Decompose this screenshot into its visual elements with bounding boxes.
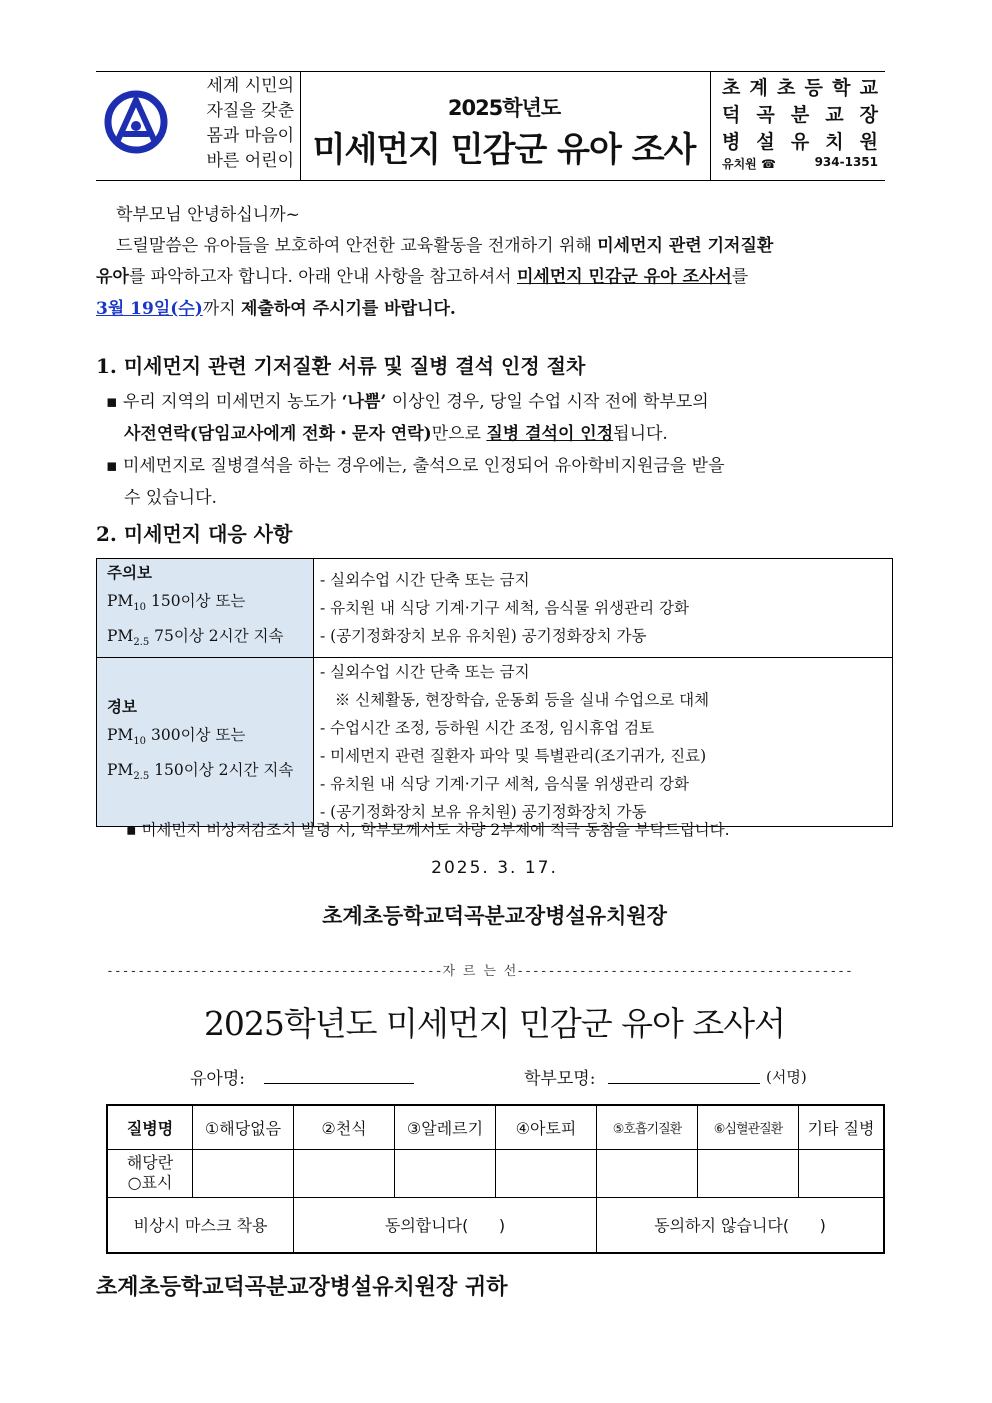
section2-note: ▪ 미세먼지 비상저감조치 발령 시, 학부모께서도 차량 2부제에 적극 동참을 부탁드립니다.: [126, 821, 730, 839]
cut-line: -------------------------------------------자 르 는 선-------------------------------------------: [106, 964, 853, 979]
mark-label: 해당란 ○표시: [107, 1149, 193, 1197]
school-name-char: 학: [832, 77, 851, 99]
level-cell: 경보 $PM_{10}$ 300이상 또는 $PM_{2.5}$ 150이상 2시간 지속: [97, 658, 314, 827]
mark-cell[interactable]: [496, 1149, 597, 1197]
child-name-label: 유아명:: [190, 1069, 245, 1089]
school-name-char: 계: [749, 77, 768, 99]
school-name-char: 등: [804, 77, 823, 99]
table-header: ①해당없음: [193, 1105, 294, 1149]
table-header: ⑥심혈관질환: [698, 1105, 799, 1149]
school-name-char: 초: [722, 77, 741, 99]
header-year: 2025학년도: [447, 96, 561, 120]
intro-line-2: 유아를 파악하고자 합니다. 아래 안내 사항을 참고하셔서 미세먼지 민감군 유아 조사서를: [96, 267, 749, 287]
school-motto: 세계 시민의 자질을 갖춘 몸과 마음이 바른 어린이: [206, 76, 294, 171]
school-name-char: 초: [777, 77, 796, 99]
mark-cell[interactable]: [294, 1149, 395, 1197]
school-name: [722, 75, 878, 156]
school-name-char: 원: [859, 131, 878, 153]
document-date: 2025. 3. 17.: [431, 858, 558, 878]
mark-cell[interactable]: [193, 1149, 294, 1197]
section1-bullet-1-cont: 사전연락(담임교사에게 전화・문자 연락)만으로 질병 결석이 인정됩니다.: [124, 424, 668, 444]
intro-line-3: 3월 19일(수)까지 제출하여 주시기를 바랍니다.: [96, 299, 456, 319]
school-name-char: 곡: [756, 104, 775, 126]
table-row: [97, 559, 893, 658]
section1-bullet-2-cont: 수 있습니다.: [124, 488, 217, 508]
mark-cell[interactable]: [698, 1149, 799, 1197]
intro-line-1: 드릴말씀은 유아들을 보호하여 안전한 교육활동을 전개하기 위해 미세먼지 관련 기저질환: [116, 236, 774, 256]
school-name-char: 장: [859, 104, 878, 126]
child-name-field[interactable]: [264, 1083, 414, 1084]
school-name-char: 유: [790, 131, 810, 153]
table-header: ⑤호흡기질환: [597, 1105, 698, 1149]
section1-bullet-2: ▪ 미세먼지로 질병결석을 하는 경우에는, 출석으로 인정되어 유아학비지원금을 받을: [106, 456, 725, 476]
school-name-char: 교: [859, 77, 878, 99]
table-row: [97, 658, 893, 827]
school-name-char: 병: [722, 131, 741, 153]
school-name-char: 설: [756, 131, 775, 153]
section1-bullet-1: ▪ 우리 지역의 미세먼지 농도가 ‘나쁨’ 이상인 경우, 당일 수업 시작 전에 학부모의: [106, 392, 709, 412]
survey-table: [106, 1104, 885, 1254]
sign-label: (서명): [766, 1068, 807, 1086]
table-row: [107, 1105, 884, 1149]
mask-label: 비상시 마스크 착용: [107, 1197, 294, 1253]
page-title: 미세먼지 민감군 유아 조사: [312, 130, 696, 170]
mark-cell[interactable]: [799, 1149, 885, 1197]
table-header: ②천식: [294, 1105, 395, 1149]
school-logo-icon: [104, 90, 168, 154]
table-row: [107, 1197, 884, 1253]
disagree-option[interactable]: 동의하지 않습니다( ): [597, 1197, 885, 1253]
table-row: [107, 1149, 884, 1197]
school-phone: 유치원 ☎ 934-1351: [722, 155, 878, 171]
signature: 초계초등학교덕곡분교장병설유치원장: [322, 904, 667, 928]
school-name-char: 덕: [722, 104, 741, 126]
parent-name-label: 학부모명:: [524, 1069, 596, 1089]
actions-cell: - 실외수업 시간 단축 또는 금지 - 유치원 내 식당 기계·기구 세척, 음식물 위생관리 강화 - (공기정화장치 보유 유치원) 공기정화장치 가동: [314, 559, 893, 658]
agree-option[interactable]: 동의합니다( ): [294, 1197, 597, 1253]
table-header: 질병명: [107, 1105, 193, 1149]
section1-title: 1. 미세먼지 관련 기저질환 서류 및 질병 결석 인정 절차: [96, 354, 586, 378]
form-title: 2025학년도 미세먼지 민감군 유아 조사서: [203, 1004, 786, 1043]
actions-cell: - 실외수업 시간 단축 또는 금지 ※ 신체활동, 현장학습, 운동회 등을 실내 수업으로 대체 - 수업시간 조정, 등하원 시간 조정, 임시휴업 검토 - 미세먼지 관련 질환자 파악 및 특별관리(조기귀가, 진료) - 유치원 내 식당 기계·기구 세척, 음식물 위생관리 강화 - (공기정화장치 보유 유치원) 공기정화장치 가동: [314, 658, 893, 827]
mark-cell[interactable]: [597, 1149, 698, 1197]
school-name-char: 교: [825, 104, 844, 126]
school-name-char: 분: [790, 104, 810, 126]
footer-addressee: 초계초등학교덕곡분교장병설유치원장 귀하: [96, 1274, 508, 1300]
school-name-char: 치: [825, 131, 844, 153]
mark-cell[interactable]: [395, 1149, 496, 1197]
section2-title: 2. 미세먼지 대응 사항: [96, 522, 293, 546]
table-header: 기타 질병: [799, 1105, 885, 1149]
response-table: [96, 558, 893, 827]
table-header: ④아토피: [496, 1105, 597, 1149]
greeting: 학부모님 안녕하십니까~: [116, 205, 300, 225]
level-cell: 주의보 $PM_{10}$ 150이상 또는 $PM_{2.5}$ 75이상 2시간 지속: [97, 559, 314, 658]
parent-name-field[interactable]: [608, 1083, 760, 1084]
table-header: ③알레르기: [395, 1105, 496, 1149]
